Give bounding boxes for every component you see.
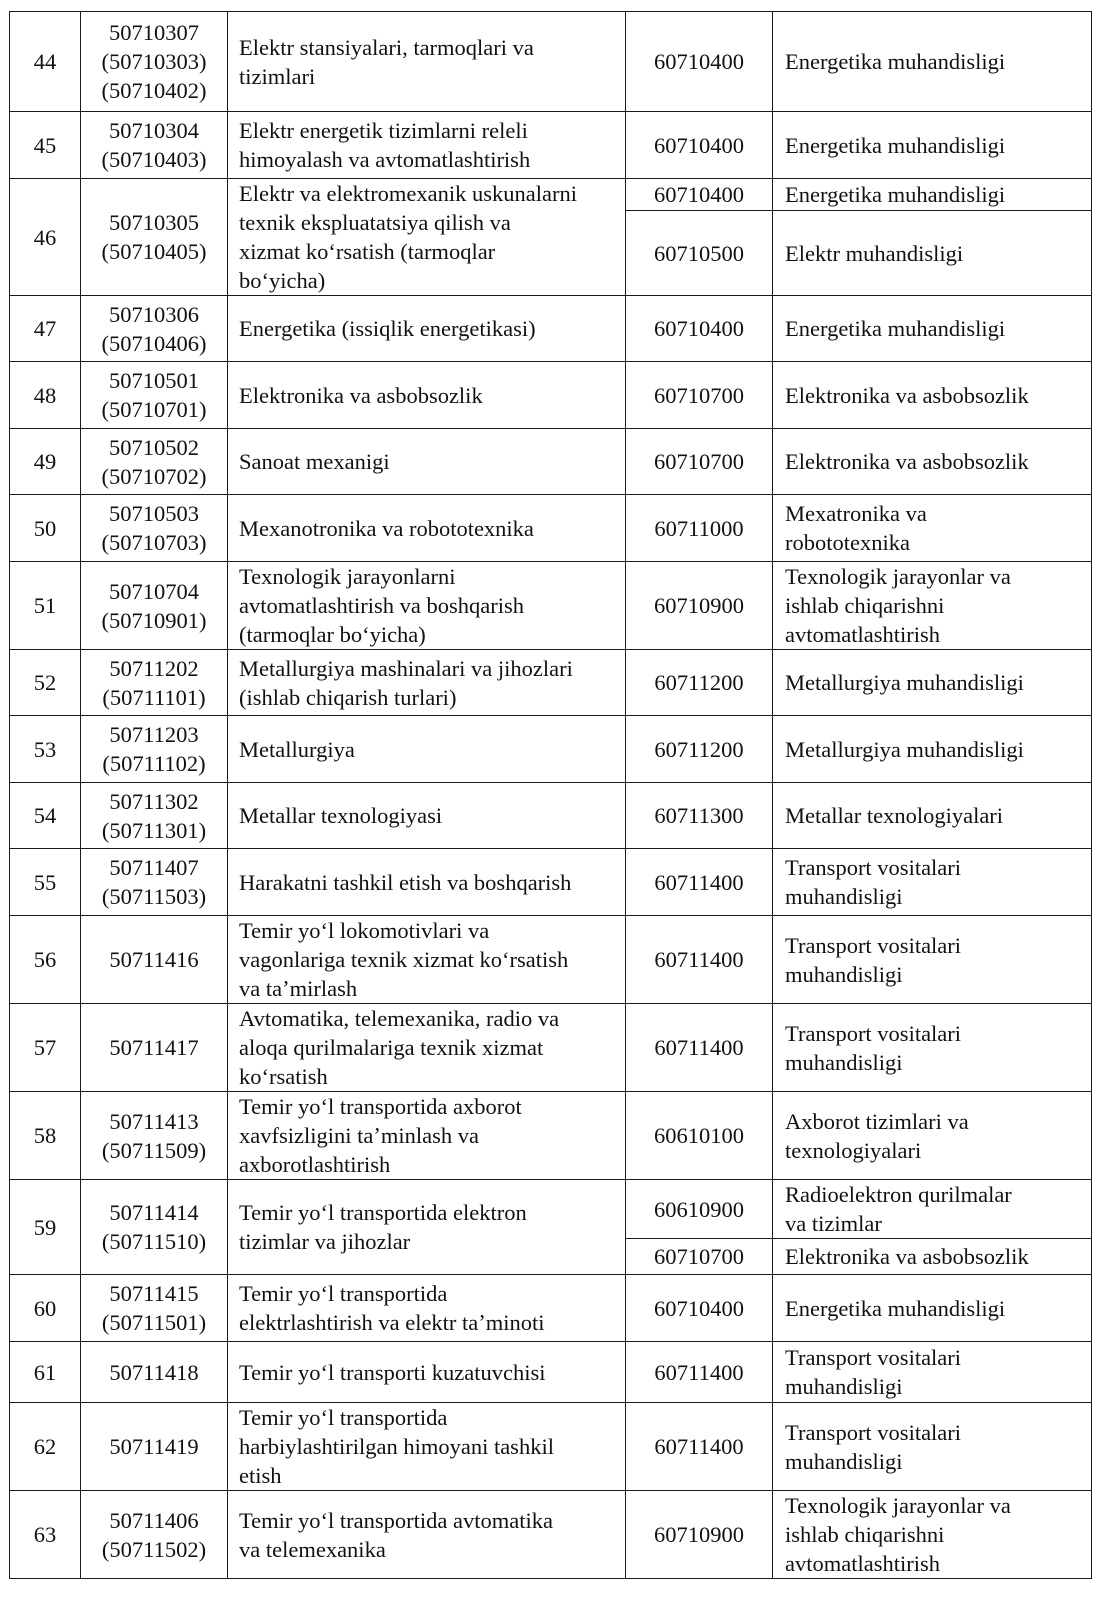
direction-code-cell: 60710400 <box>626 179 773 211</box>
text-line: Texnologik jarayonlar va <box>785 1493 1011 1518</box>
text-line: 50711406 <box>109 1507 199 1533</box>
text-line: texnologiyalari <box>785 1137 922 1163</box>
direction-code-cell: 60710700 <box>626 429 773 495</box>
specialty-code-cell <box>81 1491 228 1579</box>
direction-name-cell <box>773 849 1092 916</box>
direction-code-cell: 60711200 <box>626 650 773 716</box>
row-number-cell: 51 <box>10 562 81 650</box>
text-line: (50710702) <box>101 463 207 489</box>
text-line: Temir yoʻl lokomotivlari va <box>239 918 490 943</box>
specialty-code-cell <box>81 783 228 849</box>
text-line: robototexnika <box>785 530 910 555</box>
text-line: Texnologik jarayonlar va <box>785 564 1011 589</box>
text-line: Mexanotronika va robototexnika <box>239 515 534 541</box>
direction-name-cell <box>773 783 1092 849</box>
text-line: Transport vositalari <box>785 1345 962 1370</box>
direction-code-cell: 60710900 <box>626 1491 773 1579</box>
specialty-name-cell <box>228 849 626 916</box>
text-line: 50711414 <box>109 1200 199 1225</box>
row-number-cell: 46 <box>10 179 81 296</box>
direction-name-cell <box>773 1004 1092 1092</box>
text-line: Harakatni tashkil etish va boshqarish <box>239 869 572 895</box>
specialty-name-cell <box>228 495 626 562</box>
row-number-cell: 54 <box>10 783 81 849</box>
table-row <box>10 495 1092 562</box>
text-line: (50711101) <box>102 684 206 710</box>
table-row <box>10 112 1092 179</box>
text-line: Temir yoʻl transportida <box>239 1281 448 1306</box>
text-line: xavfsizligini taʼminlash va <box>239 1123 479 1148</box>
text-line: Energetika muhandisligi <box>785 182 1006 208</box>
text-line: 50711302 <box>109 788 199 814</box>
row-number-cell: 60 <box>10 1275 81 1342</box>
direction-code-cell: 60711000 <box>626 495 773 562</box>
text-line: axborotlashtirish <box>239 1152 391 1177</box>
text-line: boʻyicha) <box>239 268 326 293</box>
text-line: 50710704 <box>109 578 199 604</box>
row-number-cell: 58 <box>10 1092 81 1180</box>
specialty-name-cell <box>228 1092 626 1180</box>
text-line: avtomatlashtirish <box>785 622 940 647</box>
direction-name-cell <box>773 1092 1092 1180</box>
text-line: (50711509) <box>101 1137 207 1163</box>
text-line: 50711203 <box>109 722 199 747</box>
specialty-name-cell <box>228 1403 626 1491</box>
text-line: Transport vositalari <box>785 1419 962 1445</box>
text-line: Avtomatika, telemexanika, radio va <box>239 1006 560 1031</box>
direction-code-cell: 60711400 <box>626 1004 773 1092</box>
specialty-code-cell <box>81 112 228 179</box>
direction-code-cell: 60610900 <box>626 1180 773 1239</box>
row-number-cell: 49 <box>10 429 81 495</box>
direction-name-cell <box>773 650 1092 716</box>
text-line: muhandisligi <box>785 961 903 987</box>
text-line: (tarmoqlar boʻyicha) <box>239 622 426 647</box>
direction-code-cell: 60711400 <box>626 1403 773 1491</box>
text-line: 50711413 <box>109 1108 199 1134</box>
text-line: (50711301) <box>101 817 207 843</box>
direction-code-cell: 60711400 <box>626 916 773 1004</box>
specialty-name-cell <box>228 562 626 650</box>
text-line: Transport vositalari <box>785 932 962 958</box>
text-line: ishlab chiqarishni <box>785 593 945 618</box>
text-line: Metallurgiya muhandisligi <box>785 670 1024 695</box>
text-line: Metallurgiya <box>239 736 355 762</box>
text-line: Texnologik jarayonlarni <box>239 564 456 589</box>
specialty-name-cell <box>228 650 626 716</box>
text-line: 50710503 <box>109 501 199 526</box>
text-line: Temir yoʻl transportida <box>239 1405 448 1430</box>
text-line: etish <box>239 1463 282 1488</box>
specialty-name-cell <box>228 362 626 429</box>
text-line: 50710305 <box>109 210 199 235</box>
text-line: va tizimlar <box>785 1211 882 1236</box>
text-line: Elektr energetik tizimlarni releli <box>239 118 528 143</box>
text-line: muhandisligi <box>785 1049 903 1075</box>
specialty-name-cell <box>228 429 626 495</box>
text-line: Metallar texnologiyalari <box>785 803 1004 828</box>
text-line: Metallar texnologiyasi <box>239 803 443 828</box>
text-line: 50710502 <box>109 434 199 460</box>
text-line: Transport vositalari <box>785 855 962 880</box>
direction-code-cell: 60711400 <box>626 1342 773 1403</box>
row-number-cell: 59 <box>10 1180 81 1275</box>
specialty-name-cell <box>228 1004 626 1092</box>
direction-name-cell <box>773 1180 1092 1239</box>
text-line: Axborot tizimlari va <box>785 1108 969 1134</box>
direction-code-cell: 60710700 <box>626 1239 773 1275</box>
direction-name-cell <box>773 1275 1092 1342</box>
text-line: 50710304 <box>109 118 199 143</box>
text-line: va taʼmirlash <box>239 976 358 1001</box>
table-row <box>10 12 1092 112</box>
text-line: va telemexanika <box>239 1536 386 1562</box>
specialty-code-cell <box>81 429 228 495</box>
text-line: Temir yoʻl transporti kuzatuvchisi <box>239 1359 546 1385</box>
direction-name-cell <box>773 362 1092 429</box>
direction-name-cell <box>773 1239 1092 1275</box>
text-line: Energetika muhandisligi <box>785 316 1006 341</box>
text-line: Elektr stansiyalari, tarmoqlari va <box>239 34 534 60</box>
direction-name-cell <box>773 12 1092 112</box>
specialty-code-cell <box>81 716 228 783</box>
specialty-name-cell <box>228 1275 626 1342</box>
direction-name-cell <box>773 1491 1092 1579</box>
text-line: 50711418 <box>109 1359 199 1385</box>
text-line: 50711202 <box>109 655 199 681</box>
text-line: Elektr muhandisligi <box>785 240 964 266</box>
specialty-code-cell <box>81 1275 228 1342</box>
table-row <box>10 916 1092 1004</box>
specialty-name-cell <box>228 1342 626 1403</box>
specialty-name-cell <box>228 1180 626 1275</box>
row-number-cell: 62 <box>10 1403 81 1491</box>
row-number-cell: 48 <box>10 362 81 429</box>
text-line: (50711510) <box>101 1229 207 1254</box>
text-line: Metallurgiya muhandisligi <box>785 736 1024 762</box>
direction-code-cell: 60711300 <box>626 783 773 849</box>
specialty-code-cell <box>81 1004 228 1092</box>
specialty-name-cell <box>228 12 626 112</box>
text-line: texnik ekspluatatsiya qilish va <box>239 210 511 235</box>
specialty-code-cell <box>81 495 228 562</box>
specialty-name-cell <box>228 1491 626 1579</box>
text-line: tizimlari <box>239 63 316 89</box>
text-line: 50710307 <box>109 20 199 45</box>
specialty-name-cell <box>228 296 626 362</box>
text-line: Elektr va elektromexanik uskunalarni <box>239 181 578 206</box>
table-row <box>10 1403 1092 1491</box>
direction-name-cell <box>773 1342 1092 1403</box>
text-line: Elektronika va asbobsozlik <box>239 382 483 408</box>
text-line: (50710701) <box>101 397 207 422</box>
text-line: tizimlar va jihozlar <box>239 1229 411 1254</box>
row-number-cell: 44 <box>10 12 81 112</box>
direction-name-cell <box>773 112 1092 179</box>
text-line: (50710703) <box>101 530 207 555</box>
text-line: elektrlashtirish va elektr taʼminoti <box>239 1310 545 1335</box>
table-row <box>10 1491 1092 1579</box>
text-line: Energetika muhandisligi <box>785 132 1006 158</box>
row-number-cell: 63 <box>10 1491 81 1579</box>
direction-name-cell <box>773 296 1092 362</box>
text-line: Elektronika va asbobsozlik <box>785 382 1029 408</box>
direction-name-cell <box>773 916 1092 1004</box>
row-number-cell: 47 <box>10 296 81 362</box>
text-line: (50710402) <box>101 78 207 103</box>
direction-code-cell: 60710400 <box>626 112 773 179</box>
text-line: Mexatronika va <box>785 501 927 526</box>
text-line: (50710303) <box>101 49 207 74</box>
direction-name-cell <box>773 179 1092 211</box>
text-line: Transport vositalari <box>785 1020 962 1046</box>
specialty-name-cell <box>228 716 626 783</box>
specialty-mapping-table <box>9 11 1092 1579</box>
specialty-code-cell <box>81 1092 228 1180</box>
table-row <box>10 429 1092 495</box>
text-line: himoyalash va avtomatlashtirish <box>239 147 531 172</box>
text-line: vagonlariga texnik xizmat koʻrsatish <box>239 947 569 972</box>
direction-code-cell: 60710400 <box>626 12 773 112</box>
specialty-code-cell <box>81 650 228 716</box>
text-line: ishlab chiqarishni <box>785 1522 945 1547</box>
table-row <box>10 783 1092 849</box>
text-line: (50711503) <box>101 884 207 909</box>
row-number-cell: 50 <box>10 495 81 562</box>
text-line: aloqa qurilmalariga texnik xizmat <box>239 1035 544 1060</box>
specialty-code-cell <box>81 562 228 650</box>
document-page <box>9 11 1092 1579</box>
text-line: (50711502) <box>101 1536 207 1562</box>
table-row <box>10 716 1092 783</box>
text-line: (50711102) <box>102 751 206 776</box>
text-line: avtomatlashtirish <box>785 1551 940 1576</box>
row-number-cell: 45 <box>10 112 81 179</box>
direction-name-cell <box>773 429 1092 495</box>
direction-name-cell <box>773 1403 1092 1491</box>
table-row <box>10 849 1092 916</box>
row-number-cell: 61 <box>10 1342 81 1403</box>
text-line: muhandisligi <box>785 1374 903 1399</box>
direction-code-cell: 60710400 <box>626 1275 773 1342</box>
specialty-code-cell <box>81 12 228 112</box>
table-row <box>10 1275 1092 1342</box>
text-line: 50711415 <box>109 1281 199 1306</box>
specialty-name-cell <box>228 783 626 849</box>
direction-code-cell: 60710400 <box>626 296 773 362</box>
specialty-name-cell <box>228 179 626 296</box>
text-line: muhandisligi <box>785 884 903 909</box>
direction-code-cell: 60710700 <box>626 362 773 429</box>
specialty-code-cell <box>81 1403 228 1491</box>
table-row <box>10 179 1092 211</box>
text-line: 50711419 <box>109 1434 199 1459</box>
specialty-name-cell <box>228 112 626 179</box>
row-number-cell: 57 <box>10 1004 81 1092</box>
text-line: Energetika muhandisligi <box>785 49 1006 74</box>
direction-code-cell: 60710900 <box>626 562 773 650</box>
direction-name-cell <box>773 716 1092 783</box>
table-row <box>10 650 1092 716</box>
direction-name-cell <box>773 562 1092 650</box>
direction-code-cell: 60710500 <box>626 211 773 296</box>
text-line: 50711407 <box>109 855 199 880</box>
text-line: harbiylashtirilgan himoyani tashkil <box>239 1434 554 1459</box>
text-line: Elektronika va asbobsozlik <box>785 449 1029 474</box>
direction-code-cell: 60711200 <box>626 716 773 783</box>
text-line: Temir yoʻl transportida axborot <box>239 1094 522 1119</box>
text-line: avtomatlashtirish va boshqarish <box>239 593 524 618</box>
text-line: (50710405) <box>101 239 207 264</box>
specialty-code-cell <box>81 916 228 1004</box>
text-line: (50710406) <box>101 330 207 356</box>
text-line: (50710403) <box>101 147 207 172</box>
table-row <box>10 362 1092 429</box>
specialty-code-cell <box>81 296 228 362</box>
specialty-code-cell <box>81 1342 228 1403</box>
text-line: (50710901) <box>101 607 207 633</box>
text-line: 50711416 <box>109 947 199 972</box>
row-number-cell: 53 <box>10 716 81 783</box>
table-row <box>10 562 1092 650</box>
direction-name-cell <box>773 495 1092 562</box>
row-number-cell: 52 <box>10 650 81 716</box>
text-line: Metallurgiya mashinalari va jihozlari <box>239 655 573 681</box>
text-line: 50710501 <box>109 368 199 393</box>
direction-name-cell <box>773 211 1092 296</box>
table-row <box>10 1342 1092 1403</box>
specialty-code-cell <box>81 179 228 296</box>
text-line: (ishlab chiqarish turlari) <box>239 684 457 710</box>
specialty-code-cell <box>81 849 228 916</box>
table-row <box>10 296 1092 362</box>
text-line: Sanoat mexanigi <box>239 449 390 474</box>
text-line: Elektronika va asbobsozlik <box>785 1244 1029 1269</box>
row-number-cell: 56 <box>10 916 81 1004</box>
direction-code-cell: 60711400 <box>626 849 773 916</box>
text-line: 50710306 <box>109 301 199 327</box>
specialty-code-cell <box>81 1180 228 1275</box>
row-number-cell: 55 <box>10 849 81 916</box>
direction-code-cell: 60610100 <box>626 1092 773 1180</box>
table-body <box>10 12 1092 1579</box>
text-line: Energetika muhandisligi <box>785 1295 1006 1321</box>
text-line: Temir yoʻl transportida avtomatika <box>239 1507 553 1533</box>
text-line: (50711501) <box>101 1310 207 1335</box>
table-row <box>10 1004 1092 1092</box>
text-line: Energetika (issiqlik energetikasi) <box>239 316 536 341</box>
text-line: koʻrsatish <box>239 1064 328 1089</box>
table-row <box>10 1092 1092 1180</box>
text-line: xizmat koʻrsatish (tarmoqlar <box>239 239 496 264</box>
text-line: muhandisligi <box>785 1448 903 1474</box>
text-line: 50711417 <box>109 1035 199 1060</box>
text-line: Radioelektron qurilmalar <box>785 1182 1012 1207</box>
text-line: Temir yoʻl transportida elektron <box>239 1200 527 1225</box>
specialty-code-cell <box>81 362 228 429</box>
table-row <box>10 1180 1092 1239</box>
specialty-name-cell <box>228 916 626 1004</box>
